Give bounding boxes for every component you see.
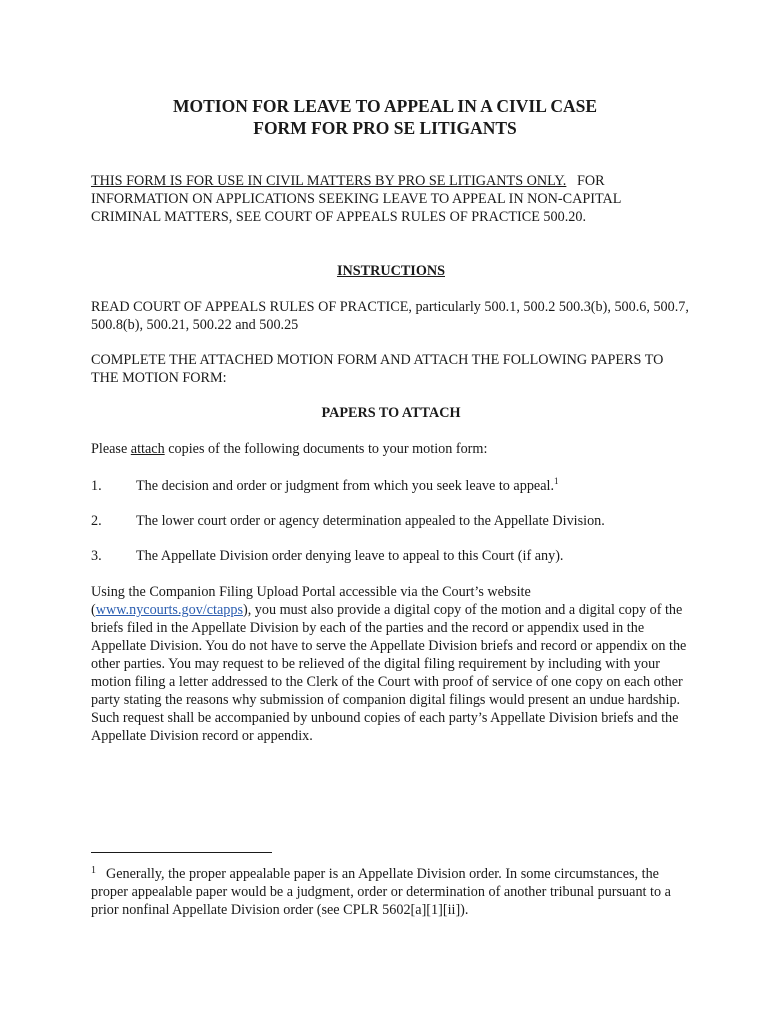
read-rules-paragraph: READ COURT OF APPEALS RULES OF PRACTICE, particularly 500.1, 500.2 500.3(b), 500.6, 500.7, 500.8(b), 500.21, 500.22 and 500.25 <box>91 299 689 333</box>
document-subtitle: FORM FOR PRO SE LITIGANTS <box>253 118 517 138</box>
list-item-text: The lower court order or agency determination appealed to the Appellate Division. <box>136 513 605 529</box>
list-item-number: 2. <box>91 513 102 529</box>
footnote <box>91 862 691 919</box>
list-item-number: 1. <box>91 478 102 494</box>
notice-paragraph <box>91 172 691 226</box>
instructions-heading: INSTRUCTIONS <box>336 263 445 279</box>
document-title: MOTION FOR LEAVE TO APPEAL IN A CIVIL CASE <box>173 96 597 116</box>
footnote-mark: 1 <box>91 865 96 876</box>
footnote-text: Generally, the proper appealable paper is an Appellate Division order. In some circumstances, the proper appealable paper would be a judgment, order or determination of another tribunal pursuant to a prior nonfinal Appellate Division order (see CPLR 5602[a][1][ii]). <box>91 866 671 918</box>
attach-intro: Please attach copies of the following documents to your motion form: <box>91 441 488 457</box>
attach-underlined: attach <box>130 441 165 457</box>
notice-rest: FOR INFORMATION ON APPLICATIONS SEEKING LEAVE TO APPEAL IN NON-CAPITAL CRIMINAL MATTERS, SEE COURT OF APPEALS RULES OF PRACTICE 500.20. <box>91 173 621 225</box>
papers-heading: PAPERS TO ATTACH <box>321 405 461 421</box>
notice-underlined: THIS FORM IS FOR USE IN CIVIL MATTERS BY PRO SE LITIGANTS ONLY. <box>91 173 567 189</box>
list-item-number: 3. <box>91 548 102 564</box>
website-link[interactable]: www.nycourts.gov/ctapps <box>95 602 243 618</box>
footnote-reference[interactable]: 1 <box>554 476 559 486</box>
footnote-divider <box>91 852 272 853</box>
complete-form-paragraph: COMPLETE THE ATTACHED MOTION FORM AND ATTACH THE FOLLOWING PAPERS TO THE MOTION FORM: <box>91 352 664 386</box>
list-item-text: The decision and order or judgment from which you seek leave to appeal.$^1$ <box>136 476 559 494</box>
portal-paragraph: Using the Companion Filing Upload Portal accessible via the Court’s website (www.nycourts.gov/ctapps), you must also provide a digital copy of the motion and a digital copy of the briefs filed in the Appellate Division by each of the parties and the record or appendix used in the Appellate Division. You do not have to serve the Appellate Division briefs and record or appendix on the other parties. You may request to be relieved of the digital filing requirement by including with your motion filing a letter addressed to the Clerk of the Court with proof of service of one copy on each other party stating the reasons why submission of companion digital filings would present an undue hardship. Such request shall be accompanied by unbound copies of each party’s Appellate Division briefs and the Appellate Division record or appendix. <box>91 584 687 744</box>
list-item-text: The Appellate Division order denying leave to appeal to this Court (if any). <box>136 548 564 564</box>
